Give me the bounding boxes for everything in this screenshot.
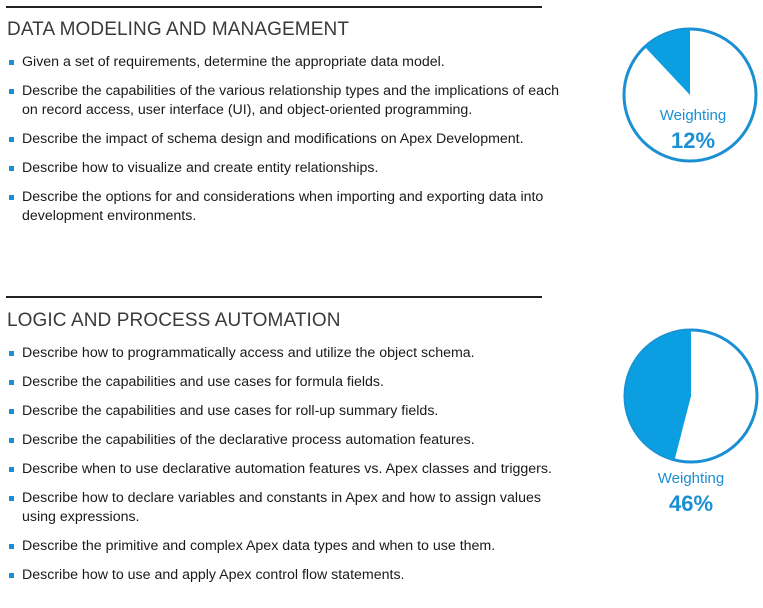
bullet-text: Describe the capabilities of the various relationship types and the implications of each on record access, user interface (UI), and object-oriented programming. bbox=[22, 83, 560, 118]
list-item bbox=[0, 188, 570, 226]
bullet-text: Given a set of requirements, determine the appropriate data model. bbox=[22, 54, 445, 70]
weighting-value: 46% bbox=[668, 491, 714, 516]
bullet-list bbox=[0, 344, 570, 595]
section-divider bbox=[6, 296, 542, 298]
bullet-icon bbox=[9, 467, 14, 472]
bullet-icon bbox=[9, 137, 14, 142]
bullet-icon bbox=[9, 351, 14, 356]
bullet-text: Describe the impact of schema design and modifications on Apex Development. bbox=[22, 131, 524, 147]
bullet-text: Describe how to declare variables and constants in Apex and how to assign values using expressions. bbox=[22, 490, 541, 525]
weighting-pie-chart bbox=[621, 326, 761, 466]
bullet-text: Describe how to visualize and create entity relationships. bbox=[22, 160, 379, 176]
bullet-icon bbox=[9, 166, 14, 171]
list-item bbox=[0, 82, 570, 120]
bullet-icon bbox=[9, 89, 14, 94]
bullet-icon bbox=[9, 544, 14, 549]
weighting-label: Weighting bbox=[657, 470, 725, 487]
bullet-text: Describe the options for and considerations when importing and exporting data into development environments. bbox=[22, 189, 544, 224]
bullet-list bbox=[0, 53, 570, 236]
section-divider bbox=[6, 6, 542, 8]
bullet-icon bbox=[9, 380, 14, 385]
bullet-text: Describe the primitive and complex Apex data types and when to use them. bbox=[22, 538, 496, 554]
section-logic-automation bbox=[0, 290, 763, 608]
list-item bbox=[0, 130, 570, 149]
list-item bbox=[0, 373, 570, 392]
list-item bbox=[0, 53, 570, 72]
bullet-text: Describe the capabilities and use cases for roll-up summary fields. bbox=[22, 403, 439, 419]
section-title: DATA MODELING AND MANAGEMENT bbox=[7, 19, 350, 40]
list-item bbox=[0, 566, 570, 585]
bullet-icon bbox=[9, 573, 14, 578]
section-title: LOGIC AND PROCESS AUTOMATION bbox=[7, 310, 341, 331]
list-item bbox=[0, 344, 570, 363]
bullet-icon bbox=[9, 438, 14, 443]
list-item bbox=[0, 489, 570, 527]
list-item bbox=[0, 402, 570, 421]
bullet-text: Describe when to use declarative automation features vs. Apex classes and triggers. bbox=[22, 461, 552, 477]
list-item bbox=[0, 159, 570, 178]
section-data-modeling bbox=[0, 0, 763, 290]
bullet-icon bbox=[9, 409, 14, 414]
weighting-value: 12% bbox=[670, 128, 716, 153]
weighting-label: Weighting bbox=[659, 107, 727, 124]
list-item bbox=[0, 460, 570, 479]
list-item bbox=[0, 431, 570, 450]
bullet-text: Describe how to programmatically access and utilize the object schema. bbox=[22, 345, 475, 361]
bullet-icon bbox=[9, 60, 14, 65]
list-item bbox=[0, 537, 570, 556]
bullet-icon bbox=[9, 496, 14, 501]
bullet-text: Describe how to use and apply Apex control flow statements. bbox=[22, 567, 405, 583]
bullet-text: Describe the capabilities of the declarative process automation features. bbox=[22, 432, 475, 448]
bullet-icon bbox=[9, 195, 14, 200]
bullet-text: Describe the capabilities and use cases for formula fields. bbox=[22, 374, 384, 390]
